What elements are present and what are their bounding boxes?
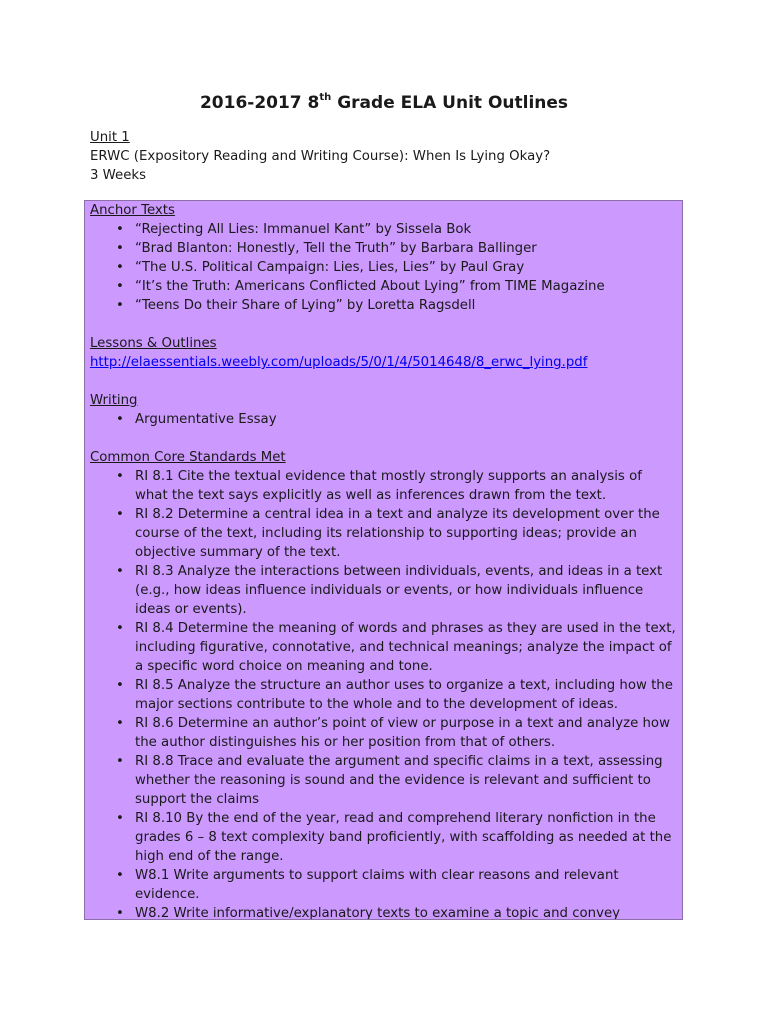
list-item: • W8.2 Write informative/explanatory texts to examine a topic and convey [135,904,677,920]
writing-label: Writing [90,393,138,408]
list-item: • “The U.S. Political Campaign: Lies, Lies, Lies” by Paul Gray [116,260,525,275]
bullet-icon: • [116,279,124,294]
bullet-icon: • [116,469,124,484]
title-text: 2016-2017 8 [199,93,320,113]
bullet-icon: • [116,716,124,731]
standards-label: Common Core Standards Met [90,450,286,465]
page-title [0,91,768,115]
list-item: • W8.1 Write arguments to support claims with clear reasons and relevant evidence. [116,868,619,902]
anchor-texts-list [90,220,677,315]
bullet-icon: • [116,564,124,579]
list-item: • RI 8.1 Cite the textual evidence that mostly strongly supports an analysis of what the text says explicitly as well as inferences drawn from the text. [116,469,642,503]
bullet-icon: • [116,754,124,769]
bullet-icon: • [116,811,124,826]
bullet-icon: • [116,678,124,693]
bullet-icon: • [116,621,124,636]
bullet-icon: • [116,412,124,427]
list-item: • RI 8.5 Analyze the structure an author uses to organize a text, including how the major sections contribute to the whole and to the development of ideas. [116,678,673,712]
list-item: • “Brad Blanton: Honestly, Tell the Truth” by Barbara Ballinger [116,241,537,256]
list-item: • RI 8.8 Trace and evaluate the argument and specific claims in a text, assessing whether the reasoning is sound and the evidence is relevant and sufficient to support the claims [116,754,663,807]
bullet-icon: • [116,868,124,883]
lessons-link[interactable]: http://elaessentials.weebly.com/uploads/5/0/1/4/5014648/8_erwc_lying.pdf [90,355,588,370]
list-item: • RI 8.6 Determine an author’s point of view or purpose in a text and analyze how the author distinguishes his or her position from that of others. [116,716,670,750]
bullet-icon: • [116,906,124,920]
bullet-icon: • [116,260,124,275]
list-item: • RI 8.3 Analyze the interactions between individuals, events, and ideas in a text (e.g., how ideas influence individuals or events, or how individuals influence ideas or events). [116,564,663,617]
list-item: • “Rejecting All Lies: Immanuel Kant” by Sissela Bok [116,222,472,237]
list-item: • RI 8.10 By the end of the year, read and comprehend literary nonfiction in the grades 6 – 8 text complexity band proficiently, with scaffolding as needed at the high end of the range. [116,811,672,864]
unit-outline-box [84,200,683,920]
anchor-texts-label: Anchor Texts [90,203,175,218]
writing-list [90,410,677,429]
unit-course: ERWC (Expository Reading and Writing Course): When Is Lying Okay? [90,149,551,164]
bullet-icon: • [116,507,124,522]
unit-duration: 3 Weeks [90,168,147,183]
list-item: • “Teens Do their Share of Lying” by Loretta Ragsdell [116,298,476,313]
unit-label: Unit 1 [90,130,130,145]
title-superscript: th [319,92,332,104]
unit-header [90,128,550,185]
bullet-icon: • [116,241,124,256]
title-text-suffix: Grade ELA Unit Outlines [331,93,569,113]
bullet-icon: • [116,222,124,237]
standards-list [90,467,677,920]
list-item: • RI 8.4 Determine the meaning of words and phrases as they are used in the text, including figurative, connotative, and technical meanings; analyze the impact of a specific word choice on meaning and tone. [116,621,676,674]
list-item: • “It’s the Truth: Americans Conflicted About Lying” from TIME Magazine [116,279,605,294]
lessons-label: Lessons & Outlines [90,336,217,351]
list-item: • Argumentative Essay [116,412,277,427]
list-item: • RI 8.2 Determine a central idea in a text and analyze its development over the course of the text, including its relationship to supporting ideas; provide an objective summary of the text. [116,507,660,560]
bullet-icon: • [116,298,124,313]
